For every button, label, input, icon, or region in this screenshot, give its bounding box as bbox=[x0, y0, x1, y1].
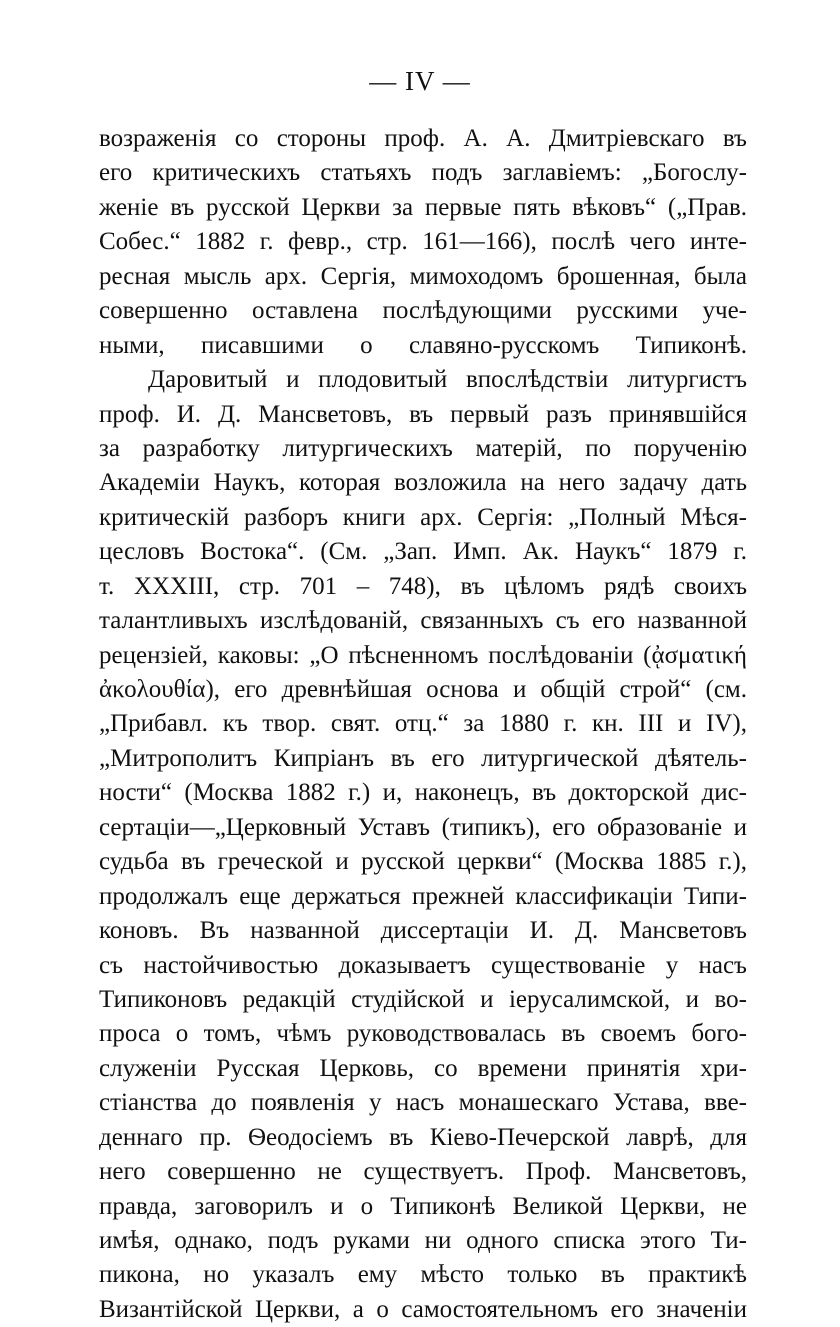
text-line: проса о томъ, чѣмъ руководствовалась въ своемъ бого- bbox=[99, 1020, 747, 1048]
text-line: Собес.“ 1882 г. февр., стр. 161—166), послѣ чего инте- bbox=[99, 228, 747, 256]
text-line: за разработку литургическихъ матерій, по порученію bbox=[99, 434, 747, 462]
text-line: его критическихъ статьяхъ подъ заглавіемъ: „Богослу- bbox=[99, 159, 747, 187]
text-line: рецензіей, каковы: „О пѣсненномъ послѣдованіи (ᾀσματική bbox=[99, 641, 747, 669]
text-line: „Прибавл. къ твор. свят. отц.“ за 1880 г. кн. III и IV), bbox=[99, 710, 747, 738]
text-line: т. XXXIII, стр. 701 – 748), въ цѣломъ рядѣ своихъ bbox=[99, 572, 747, 600]
text-line: правда, заговорилъ и о Типиконѣ Великой Церкви, не bbox=[99, 1192, 747, 1220]
text-line: стіанства до появленія у насъ монашескаго Устава, вве- bbox=[99, 1089, 747, 1117]
text-line: пикона, но указалъ ему мѣсто только въ практикѣ bbox=[99, 1261, 747, 1289]
text-line: совершенно оставлена послѣдующими русскими уче- bbox=[99, 297, 747, 325]
text-line: проф. И. Д. Мансветовъ, въ первый разъ принявшійся bbox=[99, 400, 747, 428]
text-line: ресная мысль арх. Сергія, мимоходомъ брошенная, была bbox=[99, 262, 747, 290]
text-line: Даровитый и плодовитый впослѣдствіи литургистъ bbox=[148, 366, 747, 394]
text-line: него совершенно не существуетъ. Проф. Мансветовъ, bbox=[99, 1158, 747, 1186]
text-line: талантливыхъ изслѣдованій, связанныхъ съ его названной bbox=[99, 607, 747, 635]
text-line: деннаго пр. Ѳеодосіемъ въ Кіево-Печерской лаврѣ, для bbox=[99, 1123, 747, 1151]
page-number-header: — IV — bbox=[369, 66, 471, 96]
text-line: Типиконовъ редакцій студійской и іерусалимской, и во- bbox=[99, 985, 747, 1013]
text-line: служеніи Русская Церковь, со времени принятія хри- bbox=[99, 1054, 747, 1082]
text-line: цесловъ Востока“. (См. „Зап. Имп. Ак. Наукъ“ 1879 г. bbox=[99, 538, 747, 566]
text-line: возраженія со стороны проф. А. А. Дмитріевскаго въ bbox=[99, 125, 747, 152]
text-line: судьба въ греческой и русской церкви“ (Москва 1885 г.), bbox=[99, 848, 747, 876]
text-line: „Митрополитъ Кипріанъ въ его литургической дѣятель- bbox=[99, 744, 747, 772]
text-line: Византійской Церкви, а о самостоятельномъ его значеніи bbox=[99, 1295, 747, 1323]
text-line: продолжалъ еще держаться прежней классификаціи Типи- bbox=[99, 882, 747, 910]
text-line: ности“ (Москва 1882 г.) и, наконецъ, въ докторской дис- bbox=[99, 779, 747, 807]
body-text bbox=[99, 122, 747, 1327]
text-line: сертаціи—„Церковный Уставъ (типикъ), его образованіе и bbox=[99, 813, 747, 841]
text-line: ἀκολουθία), его древнѣйшая основа и общій строй“ (см. bbox=[99, 676, 747, 703]
text-line: женіе въ русской Церкви за первые пять вѣковъ“ („Прав. bbox=[99, 193, 747, 221]
text-line: коновъ. Въ названной диссертаціи И. Д. Мансветовъ bbox=[99, 917, 747, 945]
text-line: съ настойчивостью доказываетъ существованіе у насъ bbox=[99, 951, 747, 979]
text-line: критическій разборъ книги арх. Сергія: „Полный Мѣся- bbox=[99, 503, 747, 531]
text-line: ными, писавшими о славяно-русскомъ Типиконѣ. bbox=[99, 331, 747, 359]
text-line: имѣя, однако, подъ руками ни одного списка этого Ти- bbox=[99, 1227, 747, 1254]
text-line: Академіи Наукъ, которая возложила на него задачу дать bbox=[99, 469, 747, 497]
